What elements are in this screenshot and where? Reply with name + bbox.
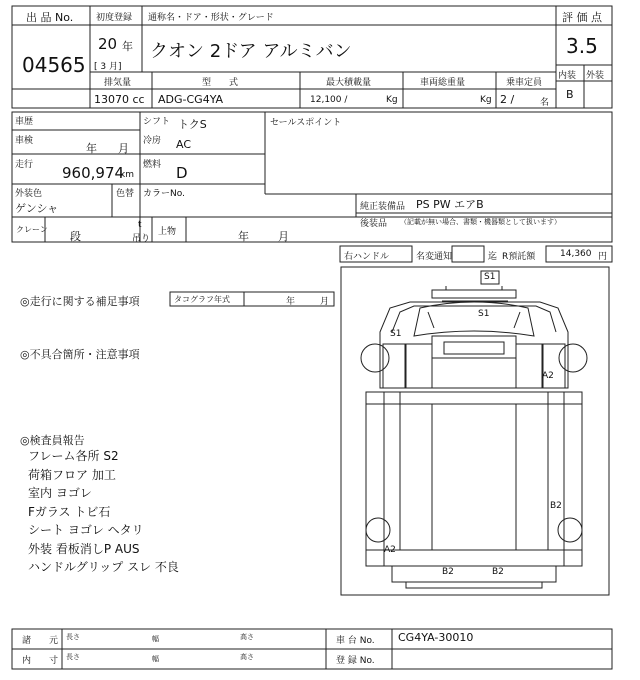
upper-year: 年 xyxy=(238,230,249,243)
crane-step: 段 xyxy=(70,230,81,243)
spec-height-label: 高さ xyxy=(240,633,254,641)
mileage-value: 960,974 xyxy=(62,164,125,182)
ext-color-value: ゲンシャ xyxy=(15,202,59,215)
ac-label: 冷房 xyxy=(143,136,162,146)
exterior-label: 外装 xyxy=(586,71,605,81)
damage-mark: A2 xyxy=(542,371,554,381)
interior-grade: B xyxy=(566,88,574,101)
capacity-value: 2 / xyxy=(500,93,515,106)
inspection-label: 車検 xyxy=(15,136,34,146)
name-change-label: 名変通知 xyxy=(416,252,453,262)
model-value: ADG-CG4YA xyxy=(158,93,224,106)
inspector-report-label: ◎検査員報告 xyxy=(20,434,85,447)
damage-mark: B2 xyxy=(492,567,504,577)
chassis-number: CG4YA-30010 xyxy=(398,631,474,644)
lot-number: 04565 xyxy=(22,53,86,77)
max-load-label: 最大積載量 xyxy=(326,78,372,88)
inspection-year: 年 xyxy=(86,142,97,155)
displacement-value: 13070 cc xyxy=(94,93,145,106)
report-line: フレーム各所 S2 xyxy=(28,449,119,463)
sales-point-label: セールスポイント xyxy=(270,118,342,128)
max-load-value: 12,100 / xyxy=(310,95,348,105)
reg-number-label: 登 録 No. xyxy=(336,656,375,666)
damage-mark: B2 xyxy=(550,501,562,511)
equipment-label: 純正装備品 xyxy=(360,202,406,212)
history-label: 車歴 xyxy=(15,117,34,127)
recycle-label: R預託額 xyxy=(502,252,536,262)
reg-month: [ 3 月] xyxy=(94,62,122,72)
gross-weight-label: 車両総重量 xyxy=(420,78,466,88)
mileage-label: 走行 xyxy=(15,160,34,170)
upper-label: 上物 xyxy=(158,227,177,237)
report-line: Fガラス トビ石 xyxy=(28,504,111,519)
yen-unit: 円 xyxy=(598,252,608,262)
spec-label: 諸 元 xyxy=(22,636,59,646)
report-line: シート ヨゴレ ヘタリ xyxy=(28,523,144,537)
tacho-month: 月 xyxy=(320,297,330,307)
crane-ton: t xyxy=(138,220,142,230)
lot-label: 出 品 No. xyxy=(26,11,74,24)
expiry-prefix: 迄 xyxy=(488,252,498,262)
capacity-unit: 名 xyxy=(540,98,550,108)
mileage-unit: km xyxy=(120,170,134,180)
car-name-label: 通称名・ドア・形状・グレード xyxy=(148,13,274,23)
equipment-value: PS PW エアB xyxy=(416,198,484,211)
damage-mark: B2 xyxy=(442,567,454,577)
spec-length-label: 長さ xyxy=(66,633,80,641)
tacho-year: 年 xyxy=(286,297,296,307)
report-line: ハンドルグリップ スレ 不良 xyxy=(28,560,179,574)
color-change-label: 色替 xyxy=(116,189,135,199)
size-length-label: 長さ xyxy=(66,653,80,661)
recycle-amount: 14,360 xyxy=(560,249,592,259)
score-label: 評 価 点 xyxy=(562,11,602,24)
max-load-unit: Kg xyxy=(386,95,398,105)
tacho-label: タコグラフ年式 xyxy=(174,295,230,304)
crane-lift: 吊り xyxy=(132,234,151,244)
car-name: クオン 2ドア アルミバン xyxy=(150,41,352,62)
gross-weight-unit: Kg xyxy=(480,95,492,105)
chassis-label: 車 台 No. xyxy=(336,636,375,646)
capacity-label: 乗車定員 xyxy=(506,78,543,88)
report-line: 室内 ヨゴレ xyxy=(28,486,92,500)
aftermarket-label: 後装品 xyxy=(360,219,388,229)
reg-year-unit: 年 xyxy=(122,40,133,53)
aftermarket-note: （記載が無い場合、書類・機器類として扱います） xyxy=(400,218,561,226)
report-line: 荷箱フロア 加工 xyxy=(28,467,116,482)
ext-color-label: 外装色 xyxy=(15,189,43,199)
spec-width-label: 幅 xyxy=(152,635,159,643)
fuel-label: 燃料 xyxy=(143,160,162,170)
size-height-label: 高さ xyxy=(240,653,254,661)
size-width-label: 幅 xyxy=(152,655,159,663)
report-line: 外装 看板消しP AUS xyxy=(28,541,140,556)
inspection-month: 月 xyxy=(118,142,129,155)
ac-value: AC xyxy=(176,138,192,151)
running-notes-label: ◎走行に関する補足事項 xyxy=(20,295,140,308)
damage-mark: S1 xyxy=(484,272,496,282)
crane-label: クレーン xyxy=(16,225,48,234)
upper-month: 月 xyxy=(278,230,289,243)
interior-label: 内装 xyxy=(558,71,577,81)
model-label: 型 式 xyxy=(202,78,239,88)
color-code-label: カラーNo. xyxy=(143,189,185,199)
damage-mark: S1 xyxy=(390,329,402,339)
right-hand-drive: 右ハンドル xyxy=(344,252,390,262)
first-reg-label: 初度登録 xyxy=(96,13,133,23)
displacement-label: 排気量 xyxy=(104,78,132,88)
damage-mark: S1 xyxy=(478,309,490,319)
fuel-value: D xyxy=(176,164,188,182)
damage-mark: A2 xyxy=(384,545,396,555)
reg-year: 20 xyxy=(98,35,118,53)
shift-label: シフト xyxy=(143,117,171,127)
size-label: 内 寸 xyxy=(22,656,59,666)
score-value: 3.5 xyxy=(566,34,598,58)
shift-value: トクS xyxy=(178,118,207,131)
defects-label: ◎不具合箇所・注意事項 xyxy=(20,348,140,361)
